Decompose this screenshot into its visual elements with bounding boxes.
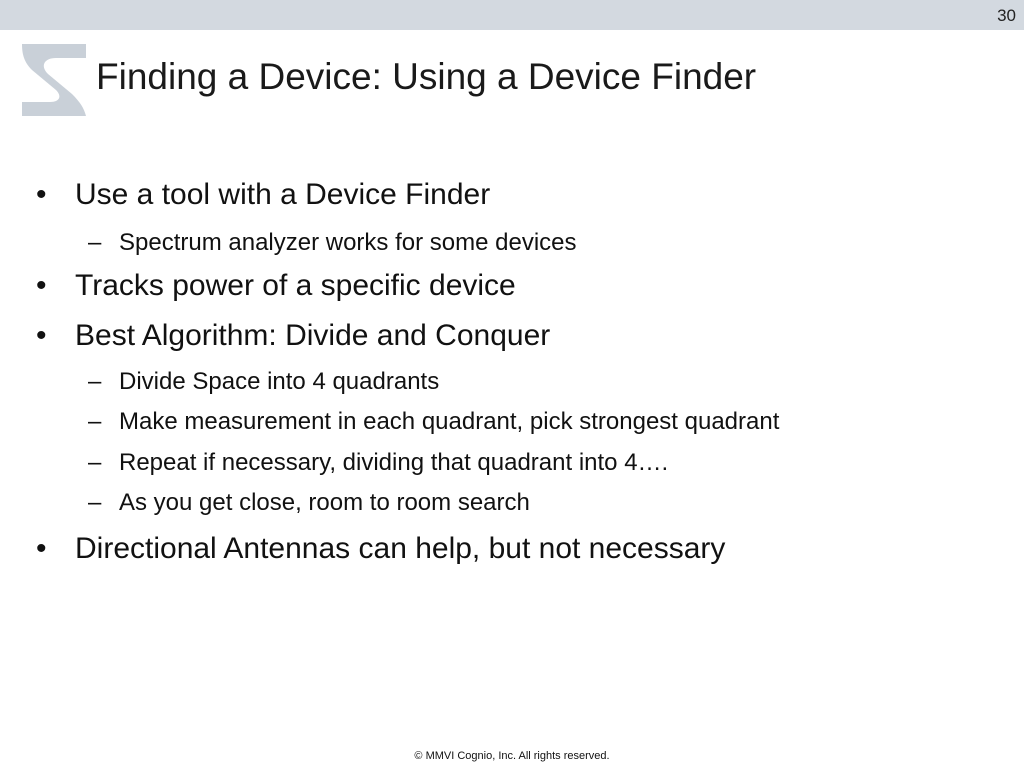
bullet-item — [36, 269, 516, 303]
bullet-text: Directional Antennas can help, but not necessary — [75, 532, 726, 565]
dash-marker: – — [88, 368, 102, 395]
bullet-item — [36, 178, 490, 212]
dash-marker: – — [88, 449, 102, 476]
sub-bullet-text: Divide Space into 4 quadrants — [119, 368, 440, 395]
bullet-text: Best Algorithm: Divide and Conquer — [75, 319, 551, 352]
bullet-marker: • — [36, 178, 47, 211]
bullet-marker: • — [36, 319, 47, 352]
bullet-text: Use a tool with a Device Finder — [75, 178, 491, 211]
sub-bullet-text: Make measurement in each quadrant, pick strongest quadrant — [119, 408, 780, 435]
bullet-marker: • — [36, 269, 47, 302]
dash-marker: – — [88, 489, 102, 516]
bullet-marker: • — [36, 532, 47, 565]
cognio-logo-icon — [22, 44, 86, 116]
sub-bullet-item — [88, 408, 779, 436]
slide-title: Finding a Device: Using a Device Finder — [96, 56, 757, 97]
sub-bullet-item — [88, 368, 439, 396]
bullet-item — [36, 319, 550, 353]
slide-number: 30 — [997, 6, 1016, 25]
sub-bullet-text: Repeat if necessary, dividing that quadrant into 4…. — [119, 449, 669, 476]
sub-bullet-text: As you get close, room to room search — [119, 489, 530, 516]
sub-bullet-item — [88, 229, 577, 257]
dash-marker: – — [88, 408, 102, 435]
bullet-text: Tracks power of a specific device — [75, 269, 516, 302]
sub-bullet-item — [88, 449, 668, 477]
logo-shape — [22, 44, 86, 116]
top-bar — [0, 0, 1024, 30]
copyright-footer: © MMVI Cognio, Inc. All rights reserved. — [414, 750, 610, 762]
sub-bullet-item — [88, 489, 530, 517]
dash-marker: – — [88, 229, 102, 256]
bullet-item — [36, 532, 725, 566]
sub-bullet-text: Spectrum analyzer works for some devices — [119, 229, 577, 256]
